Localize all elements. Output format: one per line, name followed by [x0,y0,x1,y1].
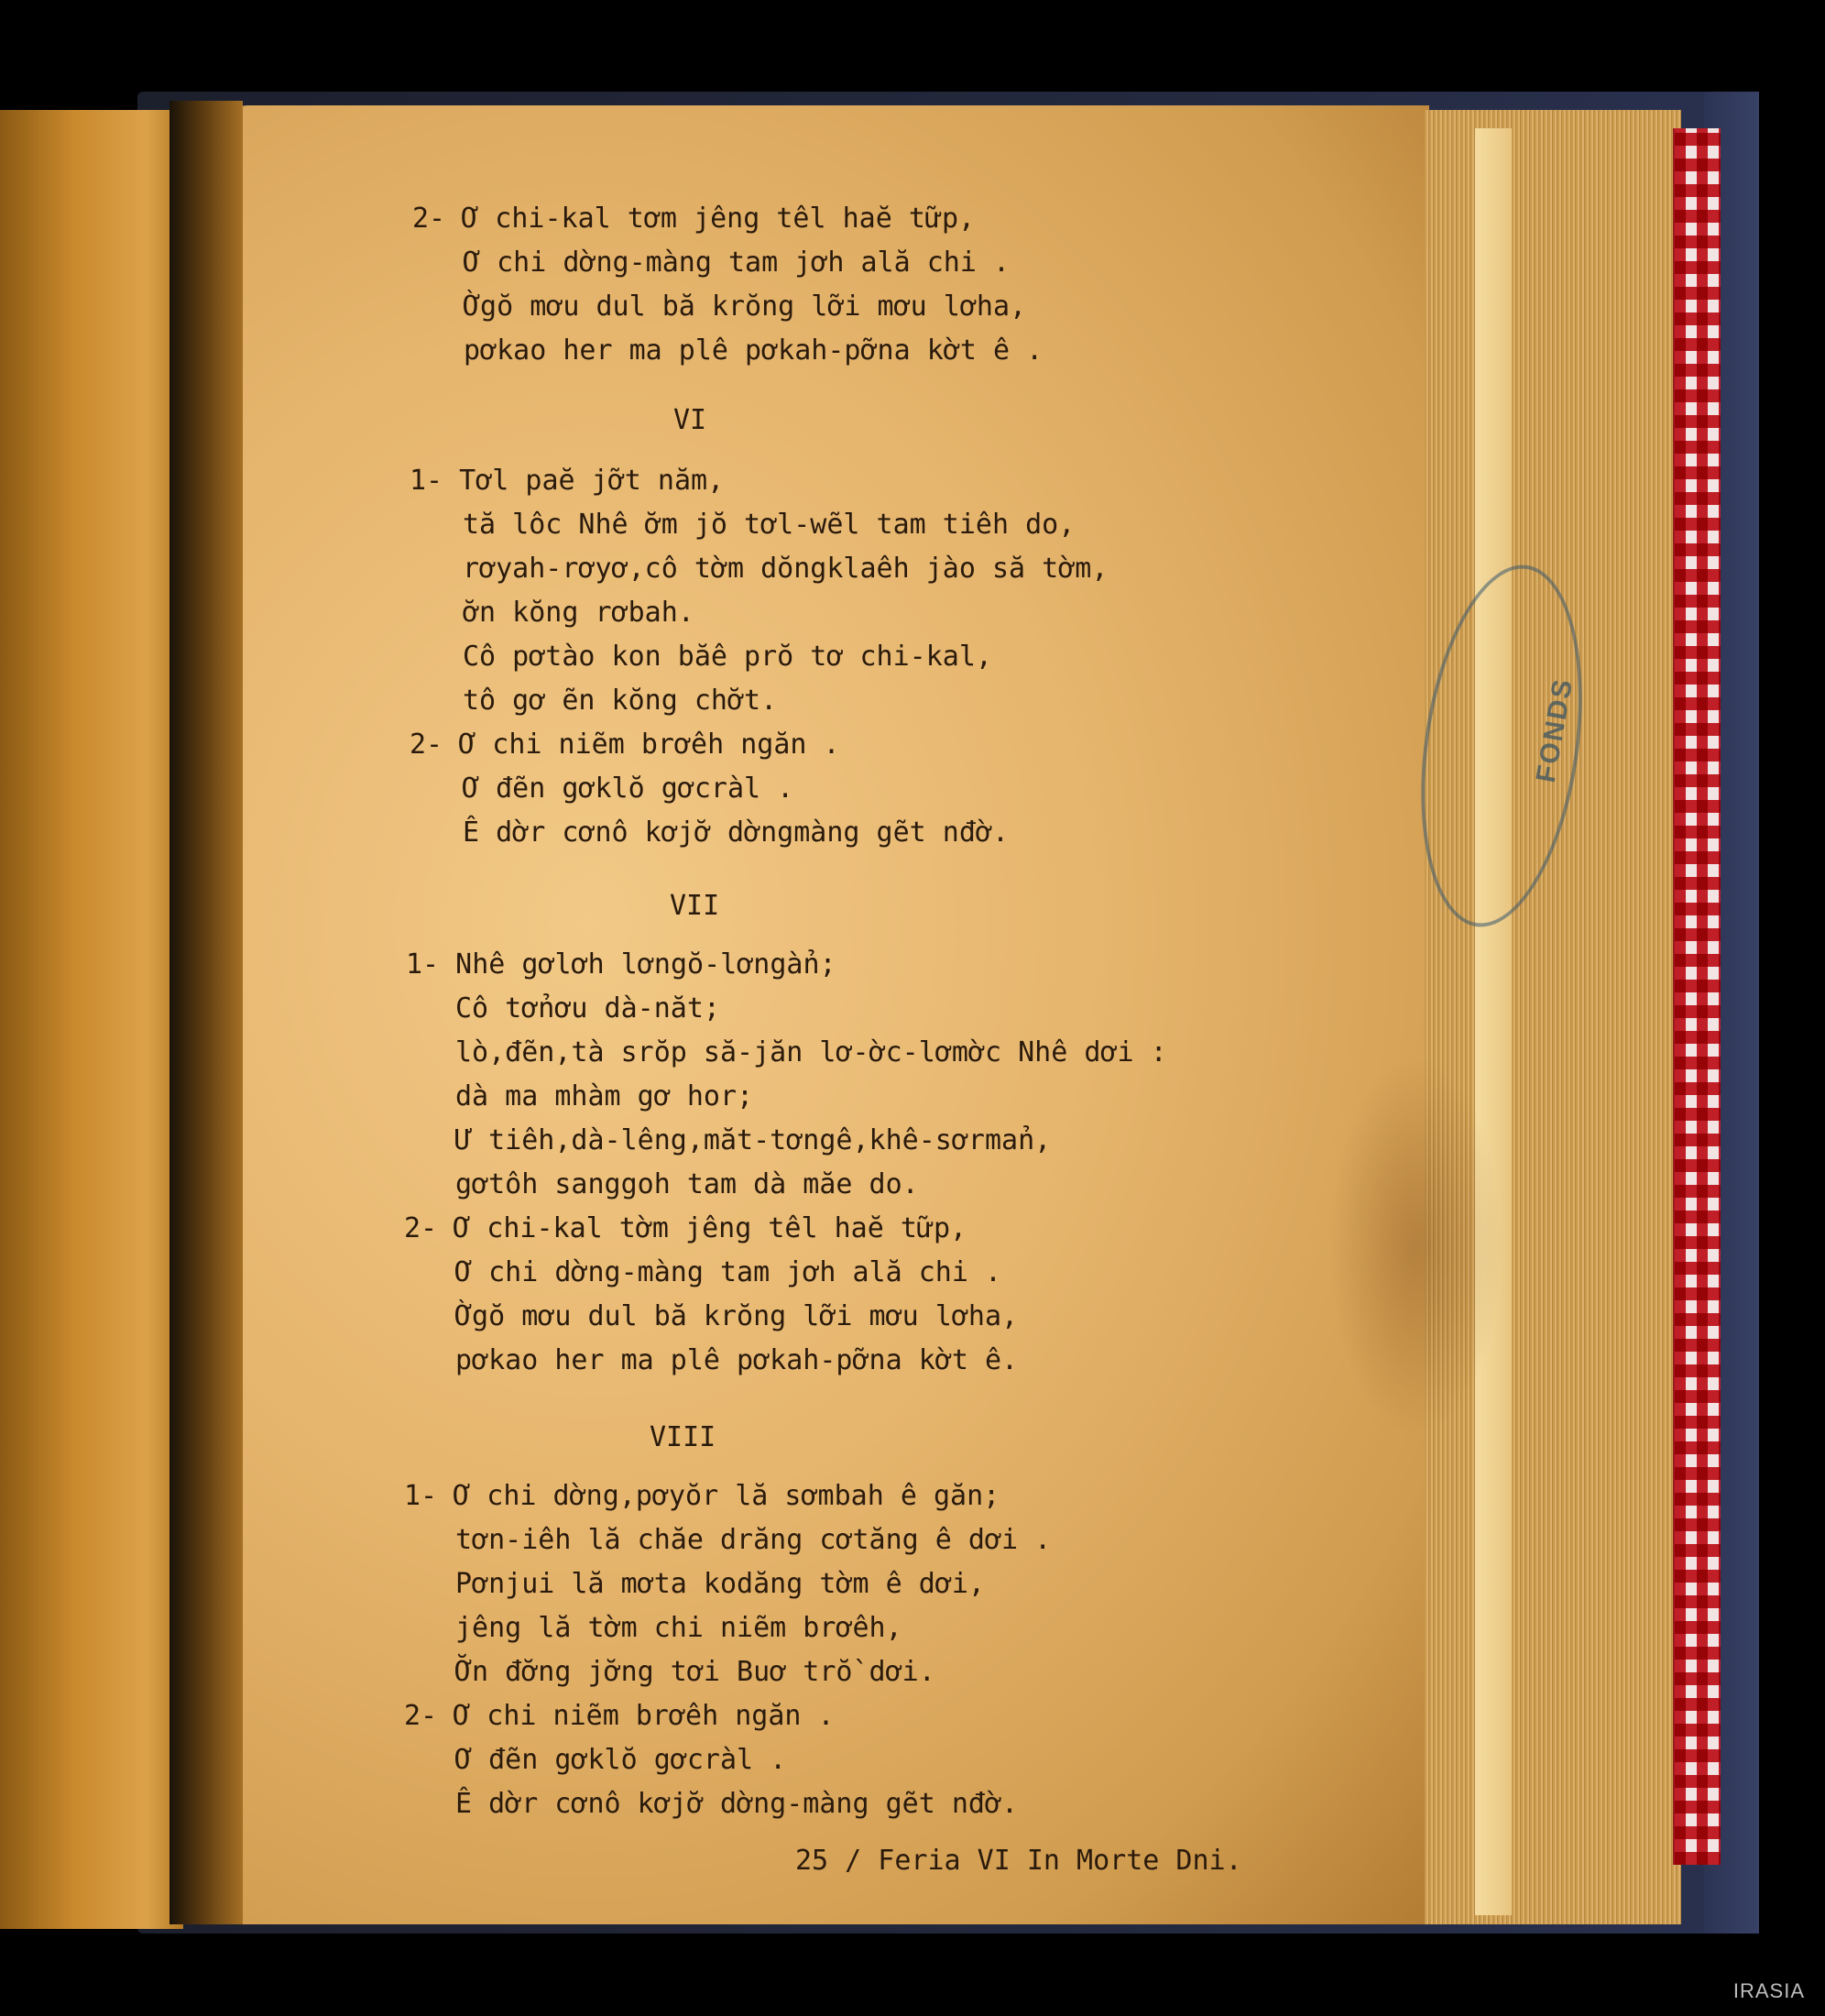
verse-line: 2- Ơ chi-kal tờm jêng têl haĕ tữp, [404,1212,967,1244]
verse-line: lò,đẽn,tà srŏp să-jăn lơ-ờc-lơmờc Nhê dơi : [455,1036,1167,1068]
verse-line: Ơ đẽn gơklŏ gơcràl . [455,1744,787,1776]
verse-line: Ơ̆n đơ̆ng jơ̆ng tơi Buơ trŏ̀ dơi. [455,1656,935,1688]
section-heading: VI [673,404,707,436]
page-footer: 25 / Feria VI In Morte Dni. [795,1845,1242,1877]
verse-line: ơ̆n kŏng rơbah. [463,597,694,629]
verse-line: Cô pơtào kon băê prŏ tơ chi-kal, [463,641,992,673]
verse-line: jêng lă tờm chi niẽm brơêh, [455,1612,902,1644]
verse-line: tô gơ ẽn kŏng chơ̆t. [463,685,778,717]
verse-line: 1- Nhê gơlơh lơngŏ-lơngàn̉; [406,948,836,981]
verse-line: pơkao her ma plê pơkah-pỡna kờt ê. [455,1344,1019,1376]
verse-line: Cô tơn̉ơu dà-năt; [455,992,720,1024]
watermark: IRASIA [1732,1979,1805,2002]
verse-line: tơn-iêh lă chăe drăng cơtăng ê dơi . [455,1524,1052,1556]
verse-line: 2- Ơ chi-kal tơm jêng têl haĕ tữp, [412,203,976,235]
verse-line: Ờgŏ mơu dul bă krŏng lỡi mơu lơha, [464,290,1027,323]
section-heading: VIII [650,1421,716,1453]
verse-line: Ơ chi dờng-màng tam jơh ală chi . [464,247,1011,279]
section-heading: VII [670,890,720,922]
verse-line: Ư tiêh,dà-lêng,măt-tơngê,khê-sơrman̉, [455,1124,1052,1156]
verse-line: 1- Tơl paĕ jỡt năm, [410,465,725,497]
verse-line: Ơ chi dờng-màng tam jơh ală chi . [455,1256,1002,1288]
verse-line: dà ma mhàm gơ hor; [455,1080,754,1112]
verse-line: Ê dờr cơnô kơjơ̆ dờngmàng gẽt nđờ. [463,816,1010,849]
verse-line: 2- Ơ chi niẽm brơêh ngăn . [404,1700,835,1732]
verse-line: 1- Ơ chi dờng,pơyŏr lă sơmbah ê găn; [404,1480,1000,1512]
verse-line: rơyah-rơyơ,cô tờm dŏngklaêh jào să tờm, [463,553,1109,585]
verse-line: 2- Ơ chi niẽm brơêh ngăn . [410,729,840,761]
verse-line: Ờgŏ mơu dul bă krŏng lỡi mơu lơha, [455,1300,1019,1332]
verse-line: tă lôc Nhê ơ̆m jŏ tơl-wẽl tam tiêh do, [463,509,1076,541]
verse-line: Ê dờr cơnô kơjơ̆ dờng-màng gẽt nđờ. [455,1788,1019,1820]
stamp-text: FONDS [1530,675,1579,785]
verse-line: gơtôh sanggoh tam dà măe do. [455,1168,919,1200]
verse-line: Pơnjui lă mơta kodăng tờm ê dơi, [455,1568,985,1600]
verse-line: Ơ đẽn gơklŏ gơcràl . [463,772,794,805]
verse-line: pơkao her ma plê pơkah-pỡna kờt ê . [464,334,1044,367]
